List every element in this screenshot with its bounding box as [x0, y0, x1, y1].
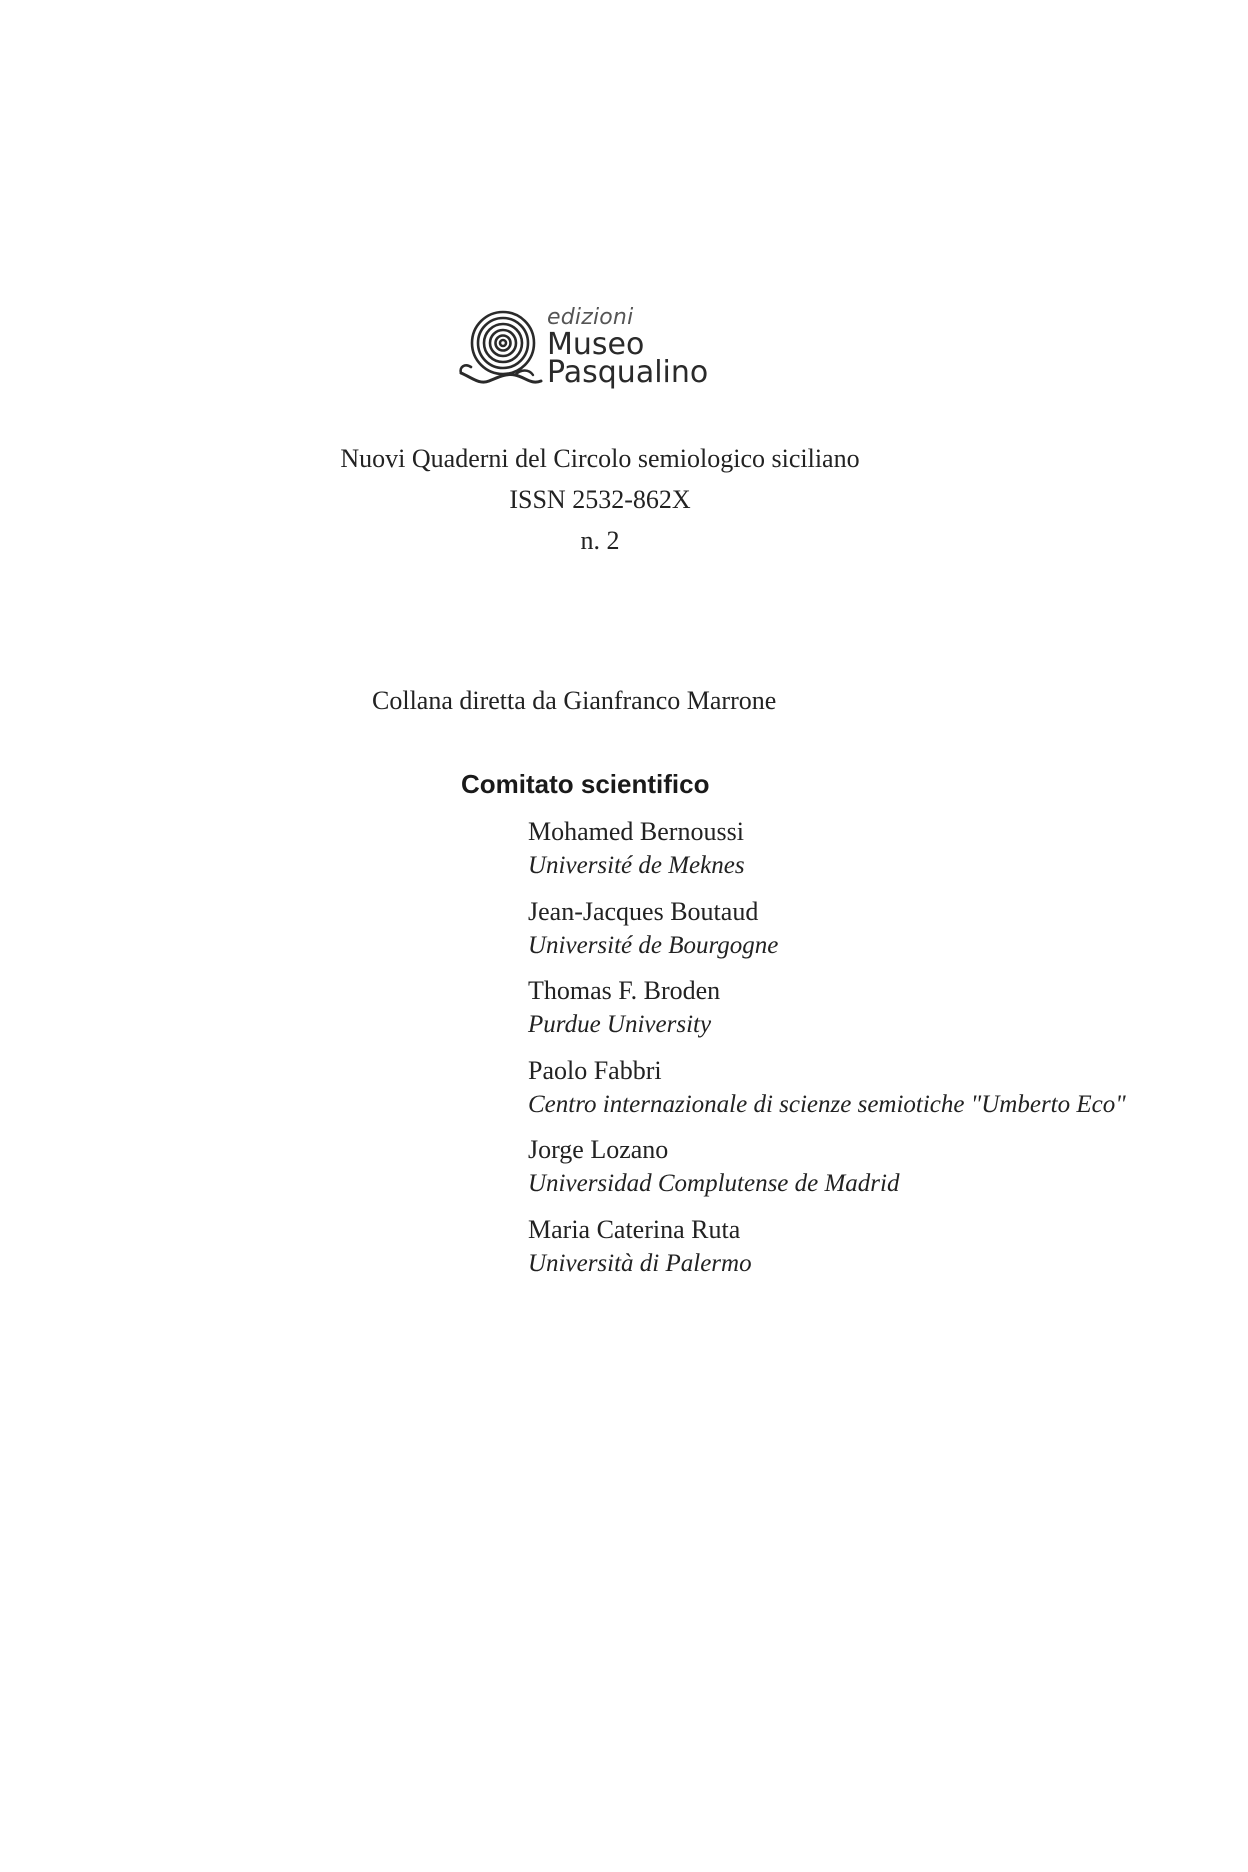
series-title: Nuovi Quaderni del Circolo semiologico siciliano	[340, 444, 860, 473]
committee-member	[528, 1133, 1228, 1213]
series-issn: ISSN 2532-862X	[509, 485, 691, 514]
logo-text-pasqualino: Pasqualino	[547, 355, 709, 390]
publisher-logo-wordmark	[547, 303, 727, 395]
series-info	[250, 438, 950, 561]
member-affiliation: Purdue University	[528, 1011, 712, 1038]
committee-member	[528, 1054, 1228, 1134]
logo-text-museo: Museo	[547, 327, 645, 362]
member-affiliation: Université de Bourgogne	[528, 931, 779, 959]
member-name: Paolo Fabbri	[528, 1055, 662, 1085]
committee-member	[528, 1213, 1228, 1293]
member-name: Jorge Lozano	[528, 1135, 669, 1164]
committee-member	[528, 815, 1228, 895]
member-name: Mohamed Bernoussi	[528, 817, 744, 846]
member-name: Jean-Jacques Boutaud	[528, 896, 759, 926]
member-affiliation: Università di Palermo	[528, 1249, 752, 1277]
logo-text-edizioni: edizioni	[547, 305, 634, 330]
series-number: n. 2	[580, 526, 620, 555]
member-name: Maria Caterina Ruta	[528, 1214, 741, 1244]
publisher-logo	[455, 303, 725, 395]
member-affiliation: Université de Meknes	[528, 852, 745, 879]
member-affiliation: Centro internazionale di scienze semiotiche "Umberto Eco"	[528, 1090, 1126, 1118]
committee-member	[528, 974, 1228, 1054]
spiral-snail-icon	[455, 303, 545, 395]
committee-member	[528, 895, 1228, 975]
member-name: Thomas F. Broden	[528, 976, 721, 1005]
series-director: Collana diretta da Gianfranco Marrone	[372, 686, 777, 715]
committee-list	[528, 815, 1228, 1292]
member-affiliation: Universidad Complutense de Madrid	[528, 1170, 900, 1197]
committee-heading: Comitato scientifico	[461, 769, 710, 799]
